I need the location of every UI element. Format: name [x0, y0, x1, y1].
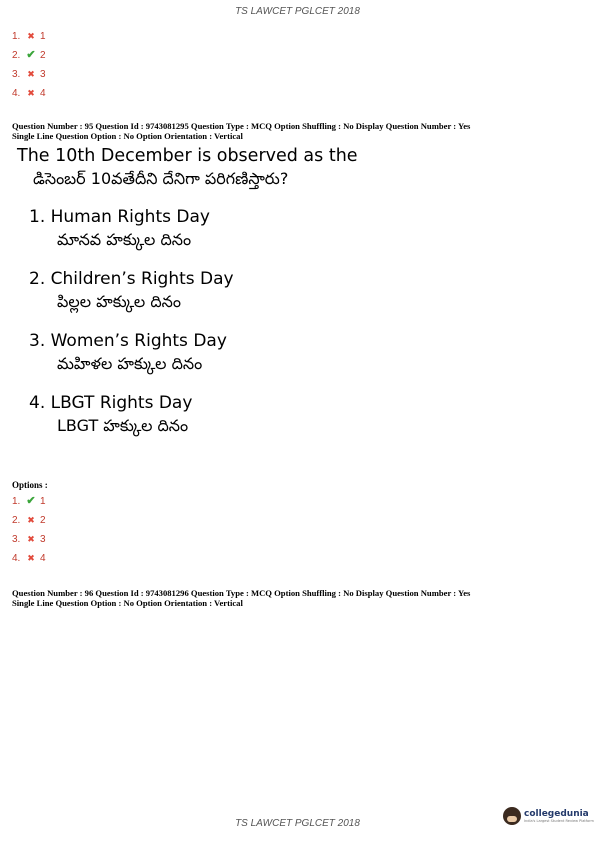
- cross-icon: ✖: [27, 515, 35, 525]
- option-value: 4: [40, 88, 46, 99]
- choice-telugu: మానవ హక్కుల దినం: [57, 230, 192, 249]
- option-value: 4: [40, 553, 46, 564]
- question-meta-line: Single Line Question Option : No Option Orientation : Vertical: [12, 131, 243, 141]
- check-icon: ✔: [26, 495, 36, 507]
- question-meta-line: Single Line Question Option : No Option Orientation : Vertical: [12, 598, 243, 608]
- option-value: 1: [40, 496, 46, 507]
- choice-3: [29, 330, 577, 376]
- option-row: [12, 65, 46, 84]
- option-number: 2.: [12, 515, 21, 526]
- option-number: 3.: [12, 534, 21, 545]
- option-number: 3.: [12, 69, 21, 80]
- option-value: 1: [40, 31, 46, 42]
- choice-english: 1. Human Rights Day: [29, 207, 210, 227]
- option-row: [12, 84, 46, 103]
- choice-telugu: మహిళల హక్కుల దినం: [57, 354, 203, 373]
- cross-icon: ✖: [27, 69, 35, 79]
- previous-options-list: [12, 27, 46, 103]
- choice-telugu: పిల్లల హక్కుల దినం: [57, 292, 181, 311]
- choice-4: [29, 392, 577, 438]
- choice-english: 4. LBGT Rights Day: [29, 393, 193, 413]
- cross-icon: ✖: [27, 31, 35, 41]
- choice-1: [29, 206, 577, 252]
- option-value: 2: [40, 50, 46, 61]
- option-number: 2.: [12, 50, 21, 61]
- collegedunia-logo: [503, 807, 594, 825]
- page-footer: TS LAWCET PGLCET 2018: [235, 818, 360, 829]
- choice-telugu: LBGT హక్కుల దినం: [57, 416, 189, 435]
- option-row: [12, 511, 46, 530]
- choice-2: [29, 268, 577, 314]
- logo-text: [524, 809, 594, 824]
- cross-icon: ✖: [27, 88, 35, 98]
- option-row: [12, 492, 46, 511]
- option-number: 4.: [12, 88, 21, 99]
- cross-icon: ✖: [27, 534, 35, 544]
- question-95-meta: [12, 121, 582, 141]
- choice-english: 3. Women’s Rights Day: [29, 331, 227, 351]
- option-number: 4.: [12, 553, 21, 564]
- question-95-options-list: [12, 492, 46, 568]
- option-row: [12, 530, 46, 549]
- question-text-english: The 10th December is observed as the: [17, 146, 358, 166]
- option-value: 2: [40, 515, 46, 526]
- logo-brand: collegedunia: [524, 808, 589, 819]
- option-number: 1.: [12, 31, 21, 42]
- page-header: TS LAWCET PGLCET 2018: [235, 6, 360, 17]
- question-meta-line: Question Number : 96 Question Id : 9743081296 Question Type : MCQ Option Shuffling : No Display Question Number : Yes: [12, 588, 471, 598]
- question-text-telugu: డిసెంబర్ 10వతేదీని దేనిగా పరిగణిస్తారు?: [33, 169, 289, 188]
- logo-tagline: India's Largest Student Review Platform: [524, 818, 594, 823]
- option-value: 3: [40, 69, 46, 80]
- option-row: [12, 549, 46, 568]
- option-number: 1.: [12, 496, 21, 507]
- option-row: [12, 46, 46, 65]
- options-label: Options :: [12, 480, 48, 490]
- question-95-body: [17, 145, 577, 438]
- option-value: 3: [40, 534, 46, 545]
- check-icon: ✔: [26, 49, 36, 61]
- question-meta-line: Question Number : 95 Question Id : 9743081295 Question Type : MCQ Option Shuffling : No Display Question Number : Yes: [12, 121, 471, 131]
- choice-english: 2. Children’s Rights Day: [29, 269, 234, 289]
- cross-icon: ✖: [27, 553, 35, 563]
- option-row: [12, 27, 46, 46]
- question-96-meta: [12, 588, 582, 608]
- logo-mascot-icon: [503, 807, 521, 825]
